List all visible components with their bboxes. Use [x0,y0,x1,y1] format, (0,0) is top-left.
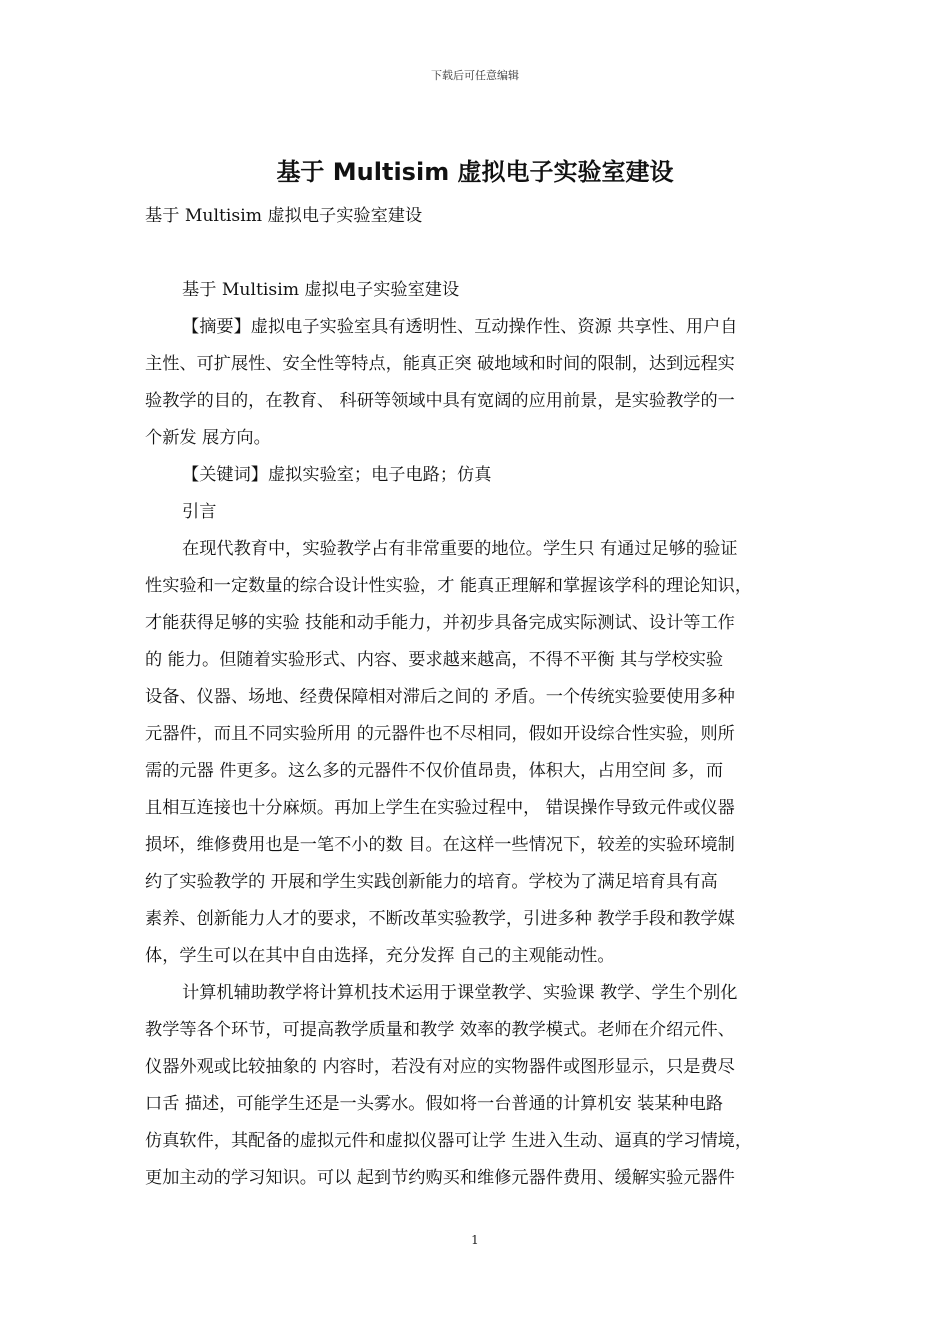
text-line: 主性、可扩展性、安全性等特点，能真正突 破地域和时间的限制，达到远程实 [145,354,735,374]
text-line: 且相互连接也十分麻烦。再加上学生在实验过程中， 错误操作导致元件或仪器 [145,798,735,818]
text-line: 口舌 描述，可能学生还是一头雾水。假如将一台普通的计算机安 装某种电路 [145,1094,724,1114]
text-line: 的 能力。但随着实验形式、内容、要求越来越高，不得不平衡 其与学校实验 [145,650,724,670]
text-line: 计算机辅助教学将计算机技术运用于课堂教学、实验课 教学、学生个别化 [182,983,738,1003]
document-title: 基于 Multisim 虚拟电子实验室建设 [276,158,674,186]
text-line: 设备、仪器、场地、经费保障相对滞后之间的 矛盾。一个传统实验要使用多种 [145,687,735,707]
text-line: 才能获得足够的实验 技能和动手能力，并初步具备完成实际测试、设计等工作 [145,613,735,633]
body-text [145,198,807,1197]
text-line: 仿真软件，其配备的虚拟元件和虚拟仪器可让学 生进入生动、逼真的学习情境， [145,1131,753,1151]
text-line: 基于 Multisim 虚拟电子实验室建设 [182,280,460,300]
header-note: 下载后可任意编辑 [431,69,519,82]
text-line: 约了实验教学的 开展和学生实践创新能力的培育。学校为了满足培育具有高 [145,872,718,892]
text-line: 仪器外观或比较抽象的 内容时，若没有对应的实物器件或图形显示，只是费尽 [145,1057,735,1077]
text-line: 【摘要】虚拟电子实验室具有透明性、互动操作性、资源 共享性、用户自 [182,317,738,337]
text-line: 教学等各个环节，可提高教学质量和教学 效率的教学模式。老师在介绍元件、 [145,1020,735,1040]
text-line: 性实验和一定数量的综合设计性实验，才 能真正理解和掌握该学科的理论知识， [145,576,753,596]
text-line: 更加主动的学习知识。可以 起到节约购买和维修元器件费用、缓解实验元器件 [145,1168,735,1188]
text-line: 需的元器 件更多。这么多的元器件不仅价值昂贵，体积大，占用空间 多，而 [145,761,724,781]
text-line: 在现代教育中，实验教学占有非常重要的地位。学生只 有通过足够的验证 [182,539,738,559]
page-number: 1 [471,1233,479,1247]
text-line: 基于 Multisim 虚拟电子实验室建设 [145,206,423,226]
text-line: 素养、创新能力人才的要求，不断改革实验教学，引进多种 教学手段和教学媒 [145,909,735,929]
text-line: 验教学的目的，在教育、 科研等领域中具有宽阔的应用前景，是实验教学的一 [145,391,735,411]
text-line: 体，学生可以在其中自由选择，充分发挥 自己的主观能动性。 [145,946,615,966]
text-line: 引言 [182,502,217,522]
text-line: 元器件，而且不同实验所用 的元器件也不尽相同，假如开设综合性实验，则所 [145,724,735,744]
text-line: 个新发 展方向。 [145,428,271,448]
blank-line [145,235,807,272]
text-line: 损坏，维修费用也是一笔不小的数 目。在这样一些情况下，较差的实验环境制 [145,835,735,855]
text-line: 【关键词】虚拟实验室；电子电路；仿真 [182,465,492,485]
